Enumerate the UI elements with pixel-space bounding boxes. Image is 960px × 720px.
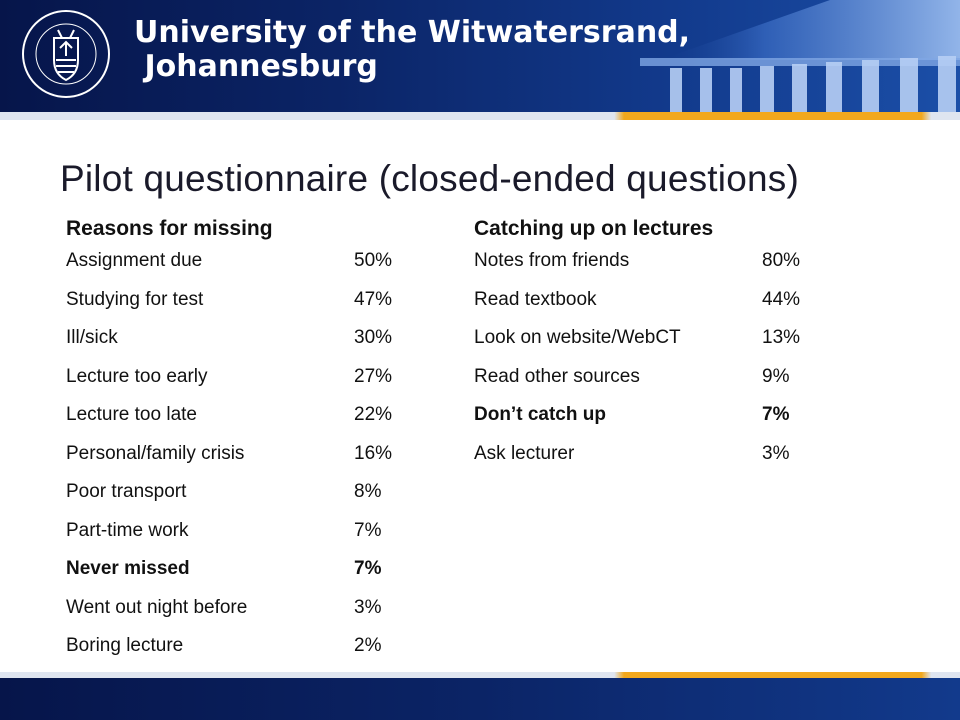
table-row [66, 360, 393, 399]
table-row [66, 591, 382, 630]
row-label: Poor transport [66, 481, 187, 502]
row-label: Notes from friends [474, 250, 630, 271]
row-value: 3% [762, 442, 790, 464]
row-value: 7% [354, 519, 382, 541]
university-crest-icon [20, 8, 112, 100]
table-row [474, 244, 801, 283]
reasons-heading: Reasons for missing [66, 217, 273, 240]
table-row [66, 244, 393, 283]
catching-up-table [474, 214, 801, 475]
row-value: 2% [354, 635, 382, 656]
slide-footer [0, 678, 960, 720]
row-label: Don’t catch up [474, 404, 606, 425]
row-value: 80% [762, 250, 801, 271]
row-value: 7% [354, 558, 382, 579]
row-label: Went out night before [66, 596, 248, 618]
row-value: 27% [354, 365, 393, 387]
row-value: 13% [762, 327, 801, 348]
header-accent-bar [0, 112, 960, 120]
row-value: 8% [354, 481, 382, 502]
building-columns-icon [600, 0, 960, 112]
row-label: Ask lecturer [474, 442, 575, 464]
catching-up-heading: Catching up on lectures [474, 217, 714, 240]
table-row [474, 283, 801, 322]
table-row [66, 475, 382, 514]
row-label: Studying for test [66, 288, 204, 310]
row-value: 47% [354, 288, 393, 310]
row-label: Ill/sick [66, 327, 118, 348]
table-row [66, 398, 393, 437]
table-row [474, 360, 790, 399]
row-label: Look on website/WebCT [474, 327, 681, 348]
row-label: Personal/family crisis [66, 442, 245, 464]
row-label: Part-time work [66, 519, 189, 541]
table-row [474, 437, 790, 476]
table-row [474, 398, 790, 437]
reasons-for-missing-table [66, 214, 393, 668]
table-row [474, 321, 801, 360]
row-value: 44% [762, 288, 801, 310]
table-row [66, 283, 393, 322]
table-row [66, 629, 382, 668]
row-value: 9% [762, 365, 790, 387]
row-value: 7% [762, 404, 790, 425]
slide-header [0, 0, 960, 112]
row-value: 22% [354, 404, 393, 425]
slide-title: Pilot questionnaire (closed-ended questions) [60, 158, 799, 199]
row-label: Read textbook [474, 288, 597, 310]
row-value: 16% [354, 442, 393, 464]
table-row [66, 552, 382, 591]
row-label: Never missed [66, 558, 190, 579]
row-value: 50% [354, 250, 393, 271]
row-label: Lecture too early [66, 365, 208, 387]
table-row [66, 514, 382, 553]
row-label: Boring lecture [66, 635, 184, 656]
row-value: 30% [354, 327, 393, 348]
row-label: Lecture too late [66, 404, 197, 425]
table-row [66, 437, 393, 476]
university-name: University of the Witwatersrand, Johannesburg [134, 15, 691, 84]
table-row [66, 321, 393, 360]
row-label: Assignment due [66, 250, 203, 271]
row-value: 3% [354, 596, 382, 618]
row-label: Read other sources [474, 365, 640, 387]
